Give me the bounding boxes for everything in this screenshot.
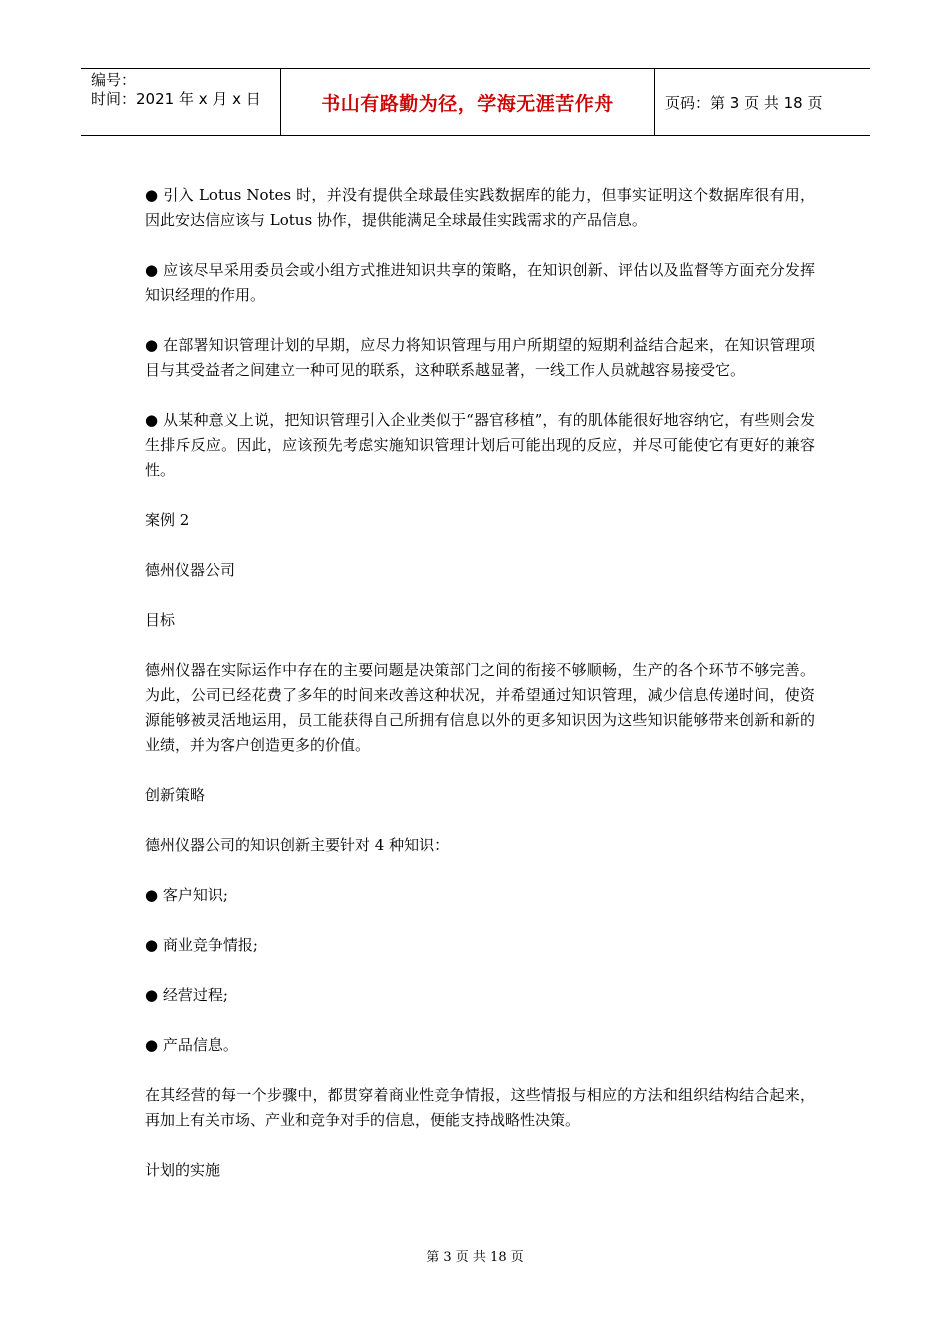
header-motto-cell — [281, 69, 655, 135]
section-heading-strategy: 创新策略 — [145, 786, 206, 804]
case-heading: 案例 2 — [145, 511, 190, 529]
header-page-cell — [655, 69, 870, 135]
page-info: 页码：第 3 页 共 18 页 — [665, 93, 823, 112]
page-footer — [0, 1246, 950, 1265]
body-paragraph: 德州仪器公司的知识创新主要针对 4 种知识： — [145, 836, 450, 854]
list-item: ● 商业竞争情报; — [145, 936, 258, 954]
number-label: 编号： — [91, 71, 137, 89]
list-item: ● 客户知识; — [145, 886, 228, 904]
motto-text: 书山有路勤为径，学海无涯苦作舟 — [321, 92, 614, 115]
bullet-paragraph: ● 从某种意义上说，把知识管理引入企业类似于“器官移植”，有的肌体能很好地容纳它，有些则会发生排斥反应。因此，应该预先考虑实施知识管理计划后可能出现的反应，并尽可能使它有更好的兼容性。 — [145, 411, 815, 479]
company-heading: 德州仪器公司 — [145, 561, 236, 579]
body-paragraph: 德州仪器在实际运作中存在的主要问题是决策部门之间的衔接不够顺畅，生产的各个环节不够完善。为此，公司已经花费了多年的时间来改善这种状况，并希望通过知识管理，减少信息传递时间，使资源能够被灵活地运用，员工能获得自己所拥有信息以外的更多知识因为这些知识能够带来创新和新的业绩，并为客户创造更多的价值。 — [145, 661, 815, 754]
list-item: ● 经营过程; — [145, 986, 228, 1004]
body-paragraph: 在其经营的每一个步骤中，都贯穿着商业性竞争情报，这些情报与相应的方法和组织结构结合起来，再加上有关市场、产业和竞争对手的信息，便能支持战略性决策。 — [145, 1086, 815, 1129]
time-label: 时间：2021 年 x 月 x 日 — [91, 90, 261, 108]
header-meta-cell — [81, 69, 281, 135]
section-heading-goal: 目标 — [145, 611, 176, 629]
section-heading-implementation: 计划的实施 — [145, 1161, 221, 1179]
list-item: ● 产品信息。 — [145, 1036, 238, 1054]
bullet-paragraph: ● 应该尽早采用委员会或小组方式推进知识共享的策略，在知识创新、评估以及监督等方面充分发挥知识经理的作用。 — [145, 261, 815, 304]
bullet-paragraph: ● 在部署知识管理计划的早期，应尽力将知识管理与用户所期望的短期利益结合起来，在知识管理项目与其受益者之间建立一种可见的联系，这种联系越显著，一线工作人员就越容易接受它。 — [145, 336, 815, 379]
footer-page-number: 第 3 页 共 18 页 — [426, 1250, 524, 1265]
document-body — [145, 183, 815, 1208]
page-header — [81, 68, 870, 136]
bullet-paragraph: ● 引入 Lotus Notes 时，并没有提供全球最佳实践数据库的能力，但事实证明这个数据库很有用，因此安达信应该与 Lotus 协作，提供能满足全球最佳实践需求的产品信息。 — [145, 186, 815, 229]
